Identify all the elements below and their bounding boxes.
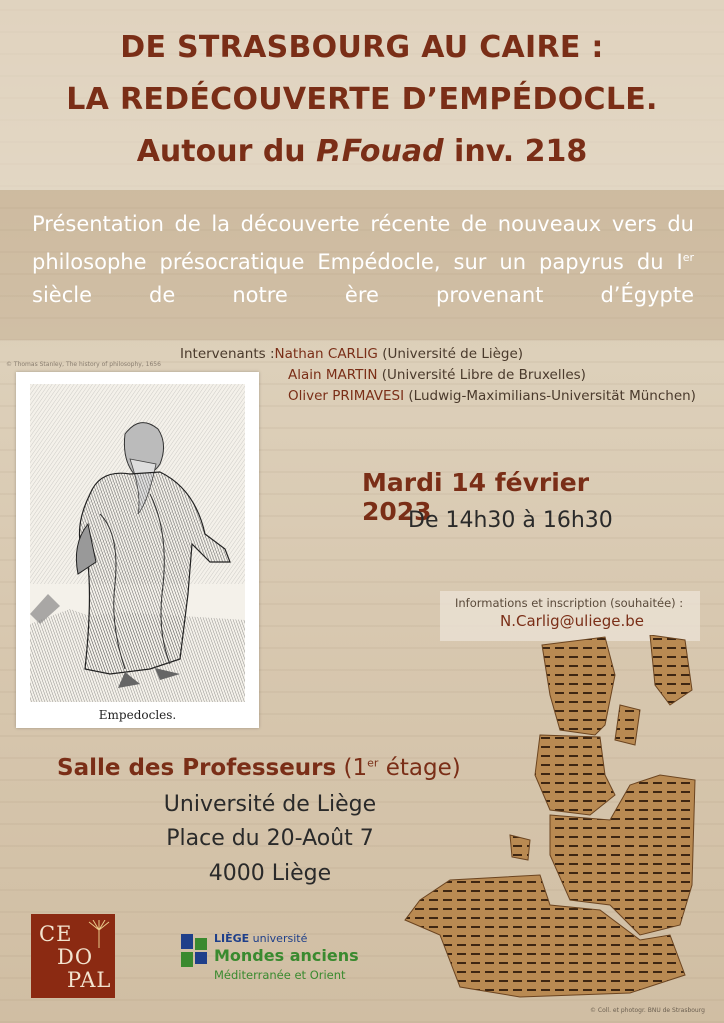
intro-sup: er [682, 251, 694, 264]
intro-part-2: siècle de notre ère provenant d’Égypte [32, 283, 694, 307]
speaker-row [180, 365, 696, 386]
info-label: Informations et inscription (souhaitée) : [455, 596, 684, 610]
cedopal-logo-line: CE [39, 922, 73, 946]
venue-name: Salle des Professeurs [57, 755, 337, 781]
title-line-3-pre: Autour du [136, 134, 317, 169]
papyrus-fragment-image [400, 635, 700, 1005]
speaker-affiliation: (Université Libre de Bruxelles) [381, 367, 586, 383]
speaker-name: Oliver PRIMAVESI [288, 388, 405, 404]
papyrus-plant-icon [87, 920, 111, 948]
portrait-credit: © Thomas Stanley, The history of philosophy, 1656 [6, 361, 161, 368]
contact-email-link[interactable]: N.Carlig@uliege.be [500, 612, 645, 630]
title-line-3-italic: P.Fouad [316, 134, 444, 169]
title-line-3-post: inv. 218 [443, 134, 588, 169]
event-date: Mardi 14 février 2023 [362, 468, 590, 526]
uliege-unit: Mondes anciens [214, 946, 359, 965]
uliege-mark-icon [181, 934, 209, 968]
title-line-1: DE STRASBOURG AU CAIRE : [120, 30, 604, 65]
speaker-row [180, 386, 696, 407]
venue-floor-pre: (1 [336, 755, 368, 781]
empedocles-portrait [16, 372, 259, 728]
portrait-caption: Empedocles. [98, 708, 177, 722]
papyrus-credit: © Coll. et photogr. BNU de Strasbourg [590, 1007, 705, 1014]
speaker-name: Nathan CARLIG [274, 346, 378, 362]
cedopal-logo [31, 914, 115, 998]
speaker-name: Alain MARTIN [288, 367, 378, 383]
title-line-3 [0, 134, 724, 169]
cedopal-logo-line: PAL [67, 968, 112, 992]
speaker-row [180, 344, 696, 365]
address-line: 4000 Liège [208, 861, 332, 886]
uliege-logo [181, 932, 361, 992]
speakers-block [180, 344, 696, 407]
uliege-brand [214, 932, 307, 945]
intro-part-1: Présentation de la découverte récente de nouveaux vers du philosophe présocratique Empédocle, sur un papyrus du I [32, 212, 694, 274]
uliege-subunit: Méditerranée et Orient [214, 968, 346, 982]
cedopal-logo-line: DO [57, 945, 94, 969]
intro-text [32, 208, 694, 312]
venue-line [57, 755, 461, 781]
uliege-brand-word: université [249, 932, 308, 945]
speaker-affiliation: (Université de Liège) [382, 346, 524, 362]
speaker-affiliation: (Ludwig-Maximilians-Universität München) [408, 388, 696, 404]
event-time: De 14h30 à 16h30 [408, 508, 613, 533]
venue-floor [336, 755, 461, 781]
speakers-label: Intervenants : [180, 346, 275, 362]
title-line-2: LA REDÉCOUVERTE D’EMPÉDOCLE. [66, 82, 658, 117]
uliege-brand-name: LIÈGE [214, 932, 250, 945]
address-line: Place du 20-Août 7 [166, 826, 374, 851]
empedocles-engraving [30, 384, 245, 702]
address-line: Université de Liège [163, 792, 377, 817]
venue-floor-sup: er [367, 756, 379, 770]
venue-floor-post: étage) [378, 755, 461, 781]
